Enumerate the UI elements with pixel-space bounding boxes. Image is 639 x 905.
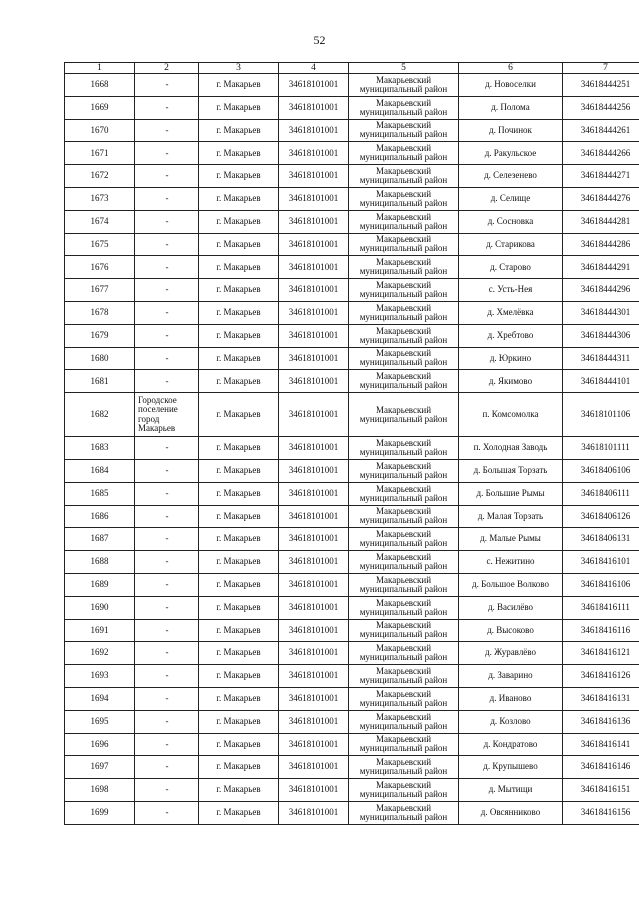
table-row: [65, 779, 639, 802]
row-number-cell: 1698: [65, 779, 135, 802]
city-cell: г. Макарьев: [199, 370, 279, 393]
locality-code-cell: 34618101106: [563, 393, 639, 437]
city-code-cell: 34618101001: [279, 437, 349, 460]
locality-code-cell: 34618416111: [563, 596, 639, 619]
locality-code-cell: 34618444276: [563, 187, 639, 210]
locality-cell: д. Полома: [459, 96, 563, 119]
locality-cell: с. Усть-Нея: [459, 279, 563, 302]
city-cell: г. Макарьев: [199, 733, 279, 756]
locality-cell: п. Комсомолка: [459, 393, 563, 437]
district-cell: Макарьевский муниципальный район: [349, 119, 459, 142]
district-cell: Макарьевский муниципальный район: [349, 710, 459, 733]
row-number-cell: 1675: [65, 233, 135, 256]
row-number-cell: 1695: [65, 710, 135, 733]
table-row: [65, 756, 639, 779]
city-code-cell: 34618101001: [279, 665, 349, 688]
settlement-cell: -: [135, 733, 199, 756]
locality-code-cell: 34618444301: [563, 301, 639, 324]
district-cell: Макарьевский муниципальный район: [349, 642, 459, 665]
city-cell: г. Макарьев: [199, 393, 279, 437]
city-cell: г. Макарьев: [199, 119, 279, 142]
city-code-cell: 34618101001: [279, 687, 349, 710]
locality-cell: д. Иваново: [459, 687, 563, 710]
locality-cell: п. Холодная Заводь: [459, 437, 563, 460]
city-cell: г. Макарьев: [199, 756, 279, 779]
locality-cell: д. Журавлёво: [459, 642, 563, 665]
settlement-cell: -: [135, 779, 199, 802]
city-cell: г. Макарьев: [199, 233, 279, 256]
column-number: 5: [349, 63, 459, 74]
locality-cell: д. Козлово: [459, 710, 563, 733]
row-number-cell: 1668: [65, 74, 135, 97]
city-code-cell: 34618101001: [279, 619, 349, 642]
settlement-cell: -: [135, 687, 199, 710]
settlement-cell: -: [135, 437, 199, 460]
locality-code-cell: 34618416116: [563, 619, 639, 642]
city-code-cell: 34618101001: [279, 642, 349, 665]
settlement-cell: -: [135, 801, 199, 824]
settlement-cell: -: [135, 710, 199, 733]
row-number-cell: 1693: [65, 665, 135, 688]
table-row: [65, 187, 639, 210]
table-row: [65, 619, 639, 642]
city-code-cell: 34618101001: [279, 393, 349, 437]
row-number-cell: 1689: [65, 573, 135, 596]
district-cell: Макарьевский муниципальный район: [349, 74, 459, 97]
locality-code-cell: 34618444286: [563, 233, 639, 256]
settlement-cell: -: [135, 187, 199, 210]
locality-cell: д. Большая Торзать: [459, 459, 563, 482]
city-code-cell: 34618101001: [279, 210, 349, 233]
settlement-cell: -: [135, 459, 199, 482]
district-cell: Макарьевский муниципальный район: [349, 687, 459, 710]
district-cell: Макарьевский муниципальный район: [349, 596, 459, 619]
city-cell: г. Макарьев: [199, 596, 279, 619]
city-code-cell: 34618101001: [279, 551, 349, 574]
settlement-cell: -: [135, 233, 199, 256]
locality-cell: д. Селезенево: [459, 165, 563, 188]
district-cell: Макарьевский муниципальный район: [349, 301, 459, 324]
city-code-cell: 34618101001: [279, 756, 349, 779]
locality-code-cell: 34618406131: [563, 528, 639, 551]
city-code-cell: 34618101001: [279, 370, 349, 393]
settlement-cell: -: [135, 619, 199, 642]
settlement-cell: -: [135, 96, 199, 119]
table-row: [65, 437, 639, 460]
city-code-cell: 34618101001: [279, 710, 349, 733]
table-row: [65, 665, 639, 688]
table-header: [65, 63, 639, 74]
locality-cell: д. Большие Рымы: [459, 482, 563, 505]
row-number-cell: 1676: [65, 256, 135, 279]
settlement-cell: -: [135, 642, 199, 665]
city-cell: г. Макарьев: [199, 165, 279, 188]
column-number: 3: [199, 63, 279, 74]
city-code-cell: 34618101001: [279, 233, 349, 256]
district-cell: Макарьевский муниципальный район: [349, 619, 459, 642]
locality-cell: д. Новоселки: [459, 74, 563, 97]
district-cell: Макарьевский муниципальный район: [349, 551, 459, 574]
locality-cell: д. Старикова: [459, 233, 563, 256]
locality-code-cell: 34618416101: [563, 551, 639, 574]
city-cell: г. Макарьев: [199, 279, 279, 302]
settlement-cell: Городское поселение город Макарьев: [135, 393, 199, 437]
table-body: [65, 74, 639, 825]
locality-cell: д. Селище: [459, 187, 563, 210]
settlement-cell: -: [135, 142, 199, 165]
district-cell: Макарьевский муниципальный район: [349, 256, 459, 279]
city-code-cell: 34618101001: [279, 733, 349, 756]
page-number: 52: [313, 33, 326, 47]
city-cell: г. Макарьев: [199, 459, 279, 482]
column-number: 1: [65, 63, 135, 74]
locality-cell: д. Малые Рымы: [459, 528, 563, 551]
city-code-cell: 34618101001: [279, 459, 349, 482]
locality-code-cell: 34618406111: [563, 482, 639, 505]
locality-code-cell: 34618444261: [563, 119, 639, 142]
locality-code-cell: 34618416141: [563, 733, 639, 756]
table-row: [65, 165, 639, 188]
table-row: [65, 324, 639, 347]
city-cell: г. Макарьев: [199, 347, 279, 370]
city-cell: г. Макарьев: [199, 256, 279, 279]
table-row: [65, 370, 639, 393]
row-number-cell: 1690: [65, 596, 135, 619]
district-cell: Макарьевский муниципальный район: [349, 142, 459, 165]
district-cell: Макарьевский муниципальный район: [349, 505, 459, 528]
district-cell: Макарьевский муниципальный район: [349, 393, 459, 437]
locality-code-cell: 34618416146: [563, 756, 639, 779]
city-cell: г. Макарьев: [199, 187, 279, 210]
row-number-cell: 1699: [65, 801, 135, 824]
locality-code-cell: 34618416131: [563, 687, 639, 710]
row-number-cell: 1679: [65, 324, 135, 347]
row-number-cell: 1686: [65, 505, 135, 528]
column-number: 6: [459, 63, 563, 74]
table-row: [65, 233, 639, 256]
district-cell: Макарьевский муниципальный район: [349, 210, 459, 233]
settlement-cell: -: [135, 279, 199, 302]
locality-cell: д. Починок: [459, 119, 563, 142]
district-cell: Макарьевский муниципальный район: [349, 96, 459, 119]
settlement-cell: -: [135, 347, 199, 370]
locality-code-cell: 34618416136: [563, 710, 639, 733]
settlement-cell: -: [135, 665, 199, 688]
city-cell: г. Макарьев: [199, 551, 279, 574]
locality-code-cell: 34618406106: [563, 459, 639, 482]
locality-cell: д. Заварино: [459, 665, 563, 688]
settlement-cell: -: [135, 528, 199, 551]
row-number-cell: 1682: [65, 393, 135, 437]
city-cell: г. Макарьев: [199, 779, 279, 802]
city-cell: г. Макарьев: [199, 437, 279, 460]
table-row: [65, 142, 639, 165]
locality-code-cell: 34618101111: [563, 437, 639, 460]
row-number-cell: 1670: [65, 119, 135, 142]
city-code-cell: 34618101001: [279, 256, 349, 279]
city-code-cell: 34618101001: [279, 324, 349, 347]
locality-cell: д. Мытищи: [459, 779, 563, 802]
city-code-cell: 34618101001: [279, 165, 349, 188]
locality-code-cell: 34618416106: [563, 573, 639, 596]
locality-code-cell: 34618406126: [563, 505, 639, 528]
locality-cell: д. Старово: [459, 256, 563, 279]
district-cell: Макарьевский муниципальный район: [349, 437, 459, 460]
table-row: [65, 505, 639, 528]
locality-code-cell: 34618444251: [563, 74, 639, 97]
locality-cell: д. Якимово: [459, 370, 563, 393]
district-cell: Макарьевский муниципальный район: [349, 370, 459, 393]
table-row: [65, 482, 639, 505]
row-number-cell: 1669: [65, 96, 135, 119]
district-cell: Макарьевский муниципальный район: [349, 165, 459, 188]
settlement-cell: -: [135, 165, 199, 188]
settlement-cell: -: [135, 324, 199, 347]
city-cell: г. Макарьев: [199, 642, 279, 665]
locality-code-cell: 34618444266: [563, 142, 639, 165]
district-cell: Макарьевский муниципальный район: [349, 528, 459, 551]
city-code-cell: 34618101001: [279, 96, 349, 119]
locality-cell: д. Крупышево: [459, 756, 563, 779]
city-code-cell: 34618101001: [279, 596, 349, 619]
row-number-cell: 1697: [65, 756, 135, 779]
city-cell: г. Макарьев: [199, 482, 279, 505]
city-code-cell: 34618101001: [279, 119, 349, 142]
city-code-cell: 34618101001: [279, 301, 349, 324]
row-number-cell: 1691: [65, 619, 135, 642]
register-table: [64, 62, 639, 825]
city-cell: г. Макарьев: [199, 619, 279, 642]
city-cell: г. Макарьев: [199, 96, 279, 119]
locality-code-cell: 34618444271: [563, 165, 639, 188]
city-cell: г. Макарьев: [199, 505, 279, 528]
city-cell: г. Макарьев: [199, 710, 279, 733]
locality-code-cell: 34618416126: [563, 665, 639, 688]
city-cell: г. Макарьев: [199, 210, 279, 233]
locality-cell: д. Малая Торзать: [459, 505, 563, 528]
settlement-cell: -: [135, 596, 199, 619]
table-row: [65, 551, 639, 574]
row-number-cell: 1696: [65, 733, 135, 756]
district-cell: Макарьевский муниципальный район: [349, 347, 459, 370]
row-number-cell: 1683: [65, 437, 135, 460]
table-row: [65, 710, 639, 733]
table-row: [65, 279, 639, 302]
locality-code-cell: 34618444311: [563, 347, 639, 370]
row-number-cell: 1688: [65, 551, 135, 574]
row-number-cell: 1672: [65, 165, 135, 188]
locality-cell: д. Высоково: [459, 619, 563, 642]
locality-cell: д. Кондратово: [459, 733, 563, 756]
settlement-cell: -: [135, 74, 199, 97]
settlement-cell: -: [135, 119, 199, 142]
locality-code-cell: 34618444256: [563, 96, 639, 119]
column-number: 2: [135, 63, 199, 74]
table-row: [65, 642, 639, 665]
district-cell: Макарьевский муниципальный район: [349, 779, 459, 802]
locality-cell: д. Хмелёвка: [459, 301, 563, 324]
city-cell: г. Макарьев: [199, 74, 279, 97]
column-number-row: [65, 63, 639, 74]
district-cell: Макарьевский муниципальный район: [349, 756, 459, 779]
row-number-cell: 1694: [65, 687, 135, 710]
table-row: [65, 393, 639, 437]
locality-cell: д. Хребтово: [459, 324, 563, 347]
district-cell: Макарьевский муниципальный район: [349, 279, 459, 302]
row-number-cell: 1692: [65, 642, 135, 665]
table-row: [65, 119, 639, 142]
locality-cell: д. Сосновка: [459, 210, 563, 233]
locality-code-cell: 34618444296: [563, 279, 639, 302]
settlement-cell: -: [135, 551, 199, 574]
locality-code-cell: 34618444281: [563, 210, 639, 233]
city-code-cell: 34618101001: [279, 347, 349, 370]
settlement-cell: -: [135, 370, 199, 393]
row-number-cell: 1677: [65, 279, 135, 302]
district-cell: Макарьевский муниципальный район: [349, 324, 459, 347]
district-cell: Макарьевский муниципальный район: [349, 573, 459, 596]
table-row: [65, 459, 639, 482]
district-cell: Макарьевский муниципальный район: [349, 801, 459, 824]
city-code-cell: 34618101001: [279, 801, 349, 824]
table-row: [65, 74, 639, 97]
locality-code-cell: 34618416156: [563, 801, 639, 824]
row-number-cell: 1681: [65, 370, 135, 393]
table-row: [65, 733, 639, 756]
city-cell: г. Макарьев: [199, 301, 279, 324]
column-number: 4: [279, 63, 349, 74]
table-row: [65, 573, 639, 596]
settlement-cell: -: [135, 301, 199, 324]
table-row: [65, 301, 639, 324]
city-code-cell: 34618101001: [279, 187, 349, 210]
locality-code-cell: 34618416151: [563, 779, 639, 802]
row-number-cell: 1684: [65, 459, 135, 482]
city-code-cell: 34618101001: [279, 528, 349, 551]
city-code-cell: 34618101001: [279, 779, 349, 802]
district-cell: Макарьевский муниципальный район: [349, 459, 459, 482]
district-cell: Макарьевский муниципальный район: [349, 665, 459, 688]
city-cell: г. Макарьев: [199, 573, 279, 596]
city-code-cell: 34618101001: [279, 74, 349, 97]
city-cell: г. Макарьев: [199, 324, 279, 347]
locality-code-cell: 34618444291: [563, 256, 639, 279]
row-number-cell: 1685: [65, 482, 135, 505]
settlement-cell: -: [135, 482, 199, 505]
locality-cell: д. Василёво: [459, 596, 563, 619]
row-number-cell: 1673: [65, 187, 135, 210]
table-row: [65, 596, 639, 619]
table-row: [65, 801, 639, 824]
locality-cell: д. Большое Волково: [459, 573, 563, 596]
table-row: [65, 528, 639, 551]
city-cell: г. Макарьев: [199, 528, 279, 551]
row-number-cell: 1671: [65, 142, 135, 165]
city-code-cell: 34618101001: [279, 482, 349, 505]
city-cell: г. Макарьев: [199, 801, 279, 824]
settlement-cell: -: [135, 256, 199, 279]
city-code-cell: 34618101001: [279, 505, 349, 528]
settlement-cell: -: [135, 210, 199, 233]
table-row: [65, 347, 639, 370]
locality-code-cell: 34618444306: [563, 324, 639, 347]
city-cell: г. Макарьев: [199, 665, 279, 688]
city-code-cell: 34618101001: [279, 279, 349, 302]
district-cell: Макарьевский муниципальный район: [349, 482, 459, 505]
table-row: [65, 96, 639, 119]
settlement-cell: -: [135, 505, 199, 528]
table-row: [65, 256, 639, 279]
city-cell: г. Макарьев: [199, 142, 279, 165]
district-cell: Макарьевский муниципальный район: [349, 733, 459, 756]
locality-cell: с. Нежитино: [459, 551, 563, 574]
locality-cell: д. Ракульское: [459, 142, 563, 165]
locality-cell: д. Юркино: [459, 347, 563, 370]
table-row: [65, 210, 639, 233]
city-code-cell: 34618101001: [279, 573, 349, 596]
row-number-cell: 1687: [65, 528, 135, 551]
settlement-cell: -: [135, 756, 199, 779]
locality-code-cell: 34618444101: [563, 370, 639, 393]
row-number-cell: 1678: [65, 301, 135, 324]
district-cell: Макарьевский муниципальный район: [349, 187, 459, 210]
row-number-cell: 1674: [65, 210, 135, 233]
city-code-cell: 34618101001: [279, 142, 349, 165]
city-cell: г. Макарьев: [199, 687, 279, 710]
table-row: [65, 687, 639, 710]
locality-code-cell: 34618416121: [563, 642, 639, 665]
locality-cell: д. Овсянниково: [459, 801, 563, 824]
row-number-cell: 1680: [65, 347, 135, 370]
column-number: 7: [563, 63, 639, 74]
district-cell: Макарьевский муниципальный район: [349, 233, 459, 256]
settlement-cell: -: [135, 573, 199, 596]
